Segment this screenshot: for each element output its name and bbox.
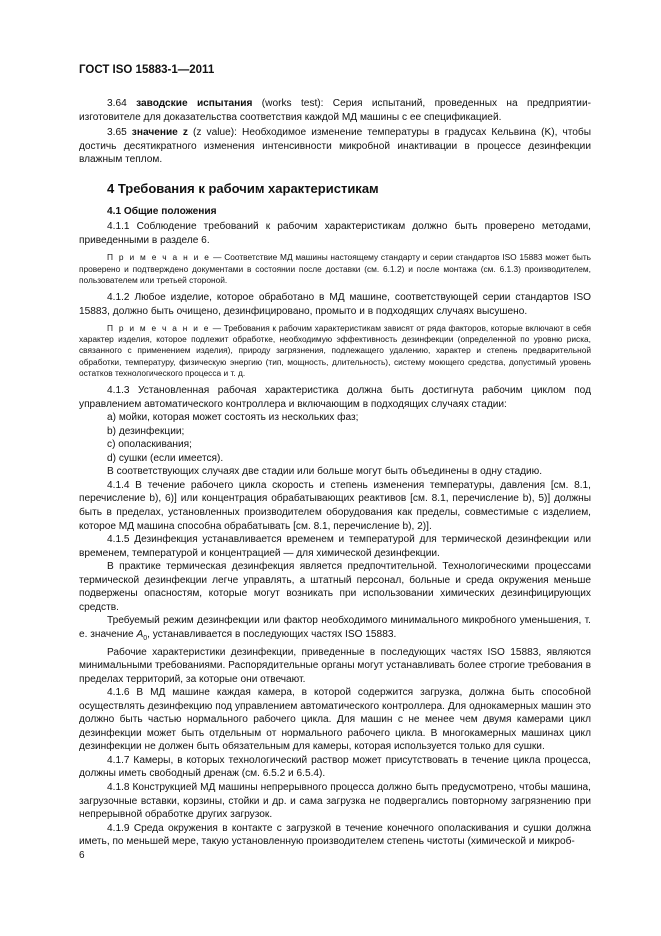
list-item: a) мойки, которая может состоять из нескольких фаз; bbox=[107, 412, 359, 424]
definition-text: (z value): Необходимое изменение температуры в градусах Кельвина (K), чтобы достичь десятикратного изменения интенсивности микробной инактивации в процессе дезинфекции влажным теплом. bbox=[79, 127, 591, 166]
definition-paragraph bbox=[79, 97, 591, 124]
paragraph: В соответствующих случаях две стадии или больше могут быть объединены в одну стадию. bbox=[107, 466, 543, 478]
paragraph: 4.1.7 Камеры, в которых технологический раствор может присутствовать в течение цикла процесса, должны иметь свободный дренаж (см. 6.5.2 и 6.5.4). bbox=[79, 754, 591, 780]
symbol: A bbox=[136, 628, 144, 640]
definition-term: заводские испытания bbox=[136, 98, 253, 109]
paragraph: 4.1.6 В МД машине каждая камера, в которой содержится загрузка, должна быть способной осуществлять дезинфекцию под управлением автоматического контроллера. Для однокамерных машин это должно быть частью нормального рабочего цикла. Для машин с не менее чем двумя камерами цикл дезинфекции может быть отдельным от нормального рабочего цикла. В многокамерных машинах цикл дезинфекции не должен быть обязательным для камеры, которая используется только для сушки. bbox=[79, 687, 591, 753]
note-paragraph bbox=[79, 323, 591, 379]
definition-paragraph bbox=[79, 126, 591, 167]
paragraph: 4.1.1 Соблюдение требований к рабочим характеристикам должно быть проверено методами, приведенными в разделе 6. bbox=[79, 221, 591, 246]
page-number: 6 bbox=[79, 850, 85, 861]
paragraph: Требуемый режим дезинфекции или фактор необходимого минимального микробного уменьшения, т. е. значение $A_0$, устанавливается в последующих частях ISO 15883. bbox=[79, 615, 591, 642]
paragraph: В практике термическая дезинфекция является предпочтительной. Технологическими процессами термической дезинфекции легче управлять, а штатный персонал, больные и среда окружения меньше подвержены опасностям, которые могут возникать при использовании химических дезинфицирующих средств. bbox=[79, 561, 591, 613]
document-body bbox=[79, 97, 591, 849]
section-heading: 4 Требования к рабочим характеристикам bbox=[107, 180, 379, 196]
paragraph: 4.1.2 Любое изделие, которое обработано в МД машине, соответствующей серии стандартов ISO 15883, должно быть очищено, дезинфицировано, промыто и в подходящих случаях высушено. bbox=[79, 291, 591, 317]
note-label: П р и м е ч а н и е bbox=[107, 252, 211, 263]
list-item: c) ополаскивания; bbox=[107, 439, 192, 451]
paragraph: 4.1.5 Дезинфекция устанавливается временем и температурой для термической дезинфекции или временем, температурой и концентрацией — для химической дезинфекции. bbox=[79, 534, 591, 559]
paragraph: 4.1.9 Среда окружения в контакте с загрузкой в течение конечного ополаскивания и сушки должна иметь, по меньшей мере, такую установленную производителем степень чистоты (химической и микроб- bbox=[79, 822, 591, 848]
note-text: — Требования к рабочим характеристикам зависят от ряда факторов, которые включают в себя характер изделия, которое подлежит обработке, необходимую эффективность дезинфекции (определенной по уровню риска, связанного с применением изделия), природу загрязнения, подлежащего удалению, характер и степень предварительной обработки, температуру, физическую энергию (тип, мощность, длительность), систему моющего средства, допустимый уровень остатков технологического процесса и т. д. bbox=[79, 323, 591, 378]
definition-term: значение z bbox=[131, 127, 188, 139]
list-item: b) дезинфекции; bbox=[107, 425, 185, 437]
note-text: — Соответствие МД машины настоящему стандарту и серии стандартов ISO 15883 может быть проверено и подтверждено документами в состоянии после доставки (см. 6.1.2) и после монтажа (см. 6.1.3) производителем, пользователем или третьей стороной. bbox=[79, 252, 591, 285]
definition-text: (works test): Серия испытаний, проведенных на предприятии-изготовителе для доказательства соответствия каждой МД машины с ее спецификацией. bbox=[79, 98, 591, 123]
definition-number: 3.64 bbox=[107, 98, 127, 109]
document-header: ГОСТ ISO 15883-1—2011 bbox=[79, 64, 215, 76]
note-label: П р и м е ч а н и е bbox=[107, 323, 211, 334]
list-item: d) сушки (если имеется). bbox=[107, 452, 224, 464]
paragraph: 4.1.3 Установленная рабочая характеристика должна быть достигнута рабочим циклом под управлением автоматического контроллера и включающим в подходящих случаях стадии: bbox=[79, 385, 591, 410]
paragraph: 4.1.8 Конструкцией МД машины непрерывного процесса должно быть предусмотрено, чтобы машина, загрузочные вставки, корзины, стойки и др. и сама загрузка не подвергались повторному загрязнению при непрерывной обработке других загрузок. bbox=[79, 781, 591, 821]
subsection-heading: 4.1 Общие положения bbox=[107, 205, 217, 217]
note-paragraph bbox=[79, 252, 591, 286]
paragraph: Рабочие характеристики дезинфекции, приведенные в последующих частях ISO 15883, являются минимальными требованиями. Распорядительные органы могут устанавливать более строгие требования в пределах территорий, за которые они отвечают. bbox=[79, 646, 591, 685]
paragraph: 4.1.4 В течение рабочего цикла скорость и степень изменения температуры, давления [см. 8.1, перечисление b), 6)] или концентрация обрабатывающих реактивов [см. 8.1, перечисление b), 5)] должны быть в пределах, установленных производителем оборудования как пределы, совместимые с изделием, которое МД машина способна обрабатывать [см. 8.1, перечисление b), 2)]. bbox=[79, 479, 591, 532]
definition-number: 3.65 bbox=[107, 127, 127, 139]
